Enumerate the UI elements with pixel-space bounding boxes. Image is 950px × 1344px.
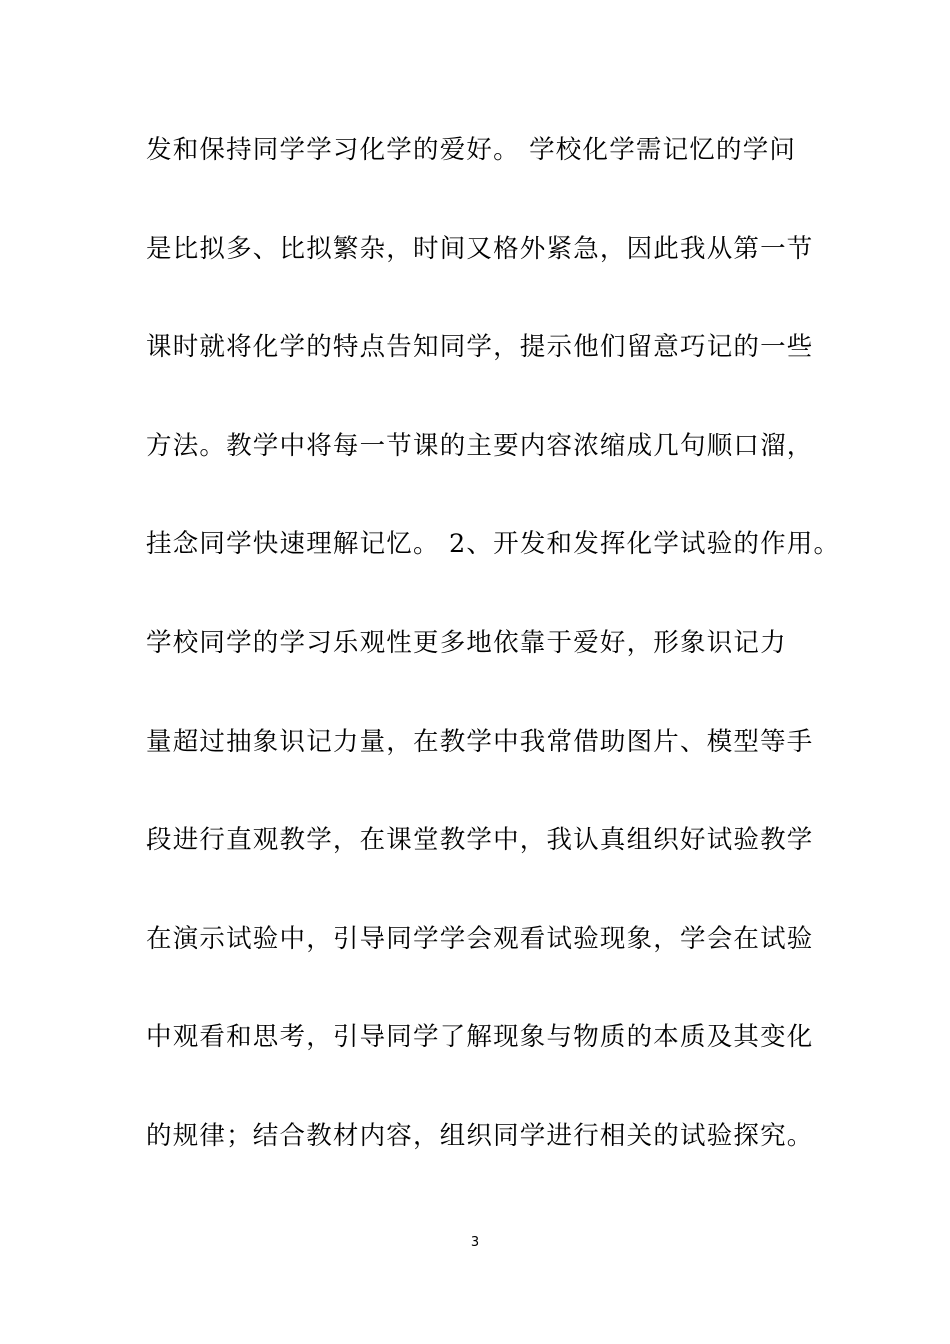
- body-text: [146, 128, 841, 1213]
- text-line: 中观看和思考，引导同学了解现象与物质的本质及其变化: [146, 1022, 814, 1053]
- text-line: 课时就将化学的特点告知同学，提示他们留意巧记的一些: [146, 332, 814, 363]
- text-line: 发和保持同学学习化学的爱好。 学校化学需记忆的学问: [146, 135, 797, 165]
- text-line: 在演示试验中，引导同学学会观看试验现象，学会在试验: [146, 923, 814, 954]
- text-line: 量超过抽象识记力量，在教学中我常借助图片、模型等手: [146, 726, 814, 757]
- text-line: 段进行直观教学，在课堂教学中，我认真组织好试验教学: [146, 825, 814, 856]
- text-line: 学校同学的学习乐观性更多地依靠于爱好，形象识记力: [146, 627, 787, 658]
- text-line: 的规律；结合教材内容，组织同学进行相关的试验探究。: [146, 1120, 814, 1151]
- text-line: 挂念同学快速理解记忆。 2、开发和发挥化学试验的作用。: [146, 529, 841, 560]
- page-number: 3: [470, 1235, 480, 1250]
- text-line: 是比拟多、比拟繁杂，时间又格外紧急，因此我从第一节: [146, 233, 814, 264]
- text-line: 方法。教学中将每一节课的主要内容浓缩成几句顺口溜，: [146, 430, 814, 461]
